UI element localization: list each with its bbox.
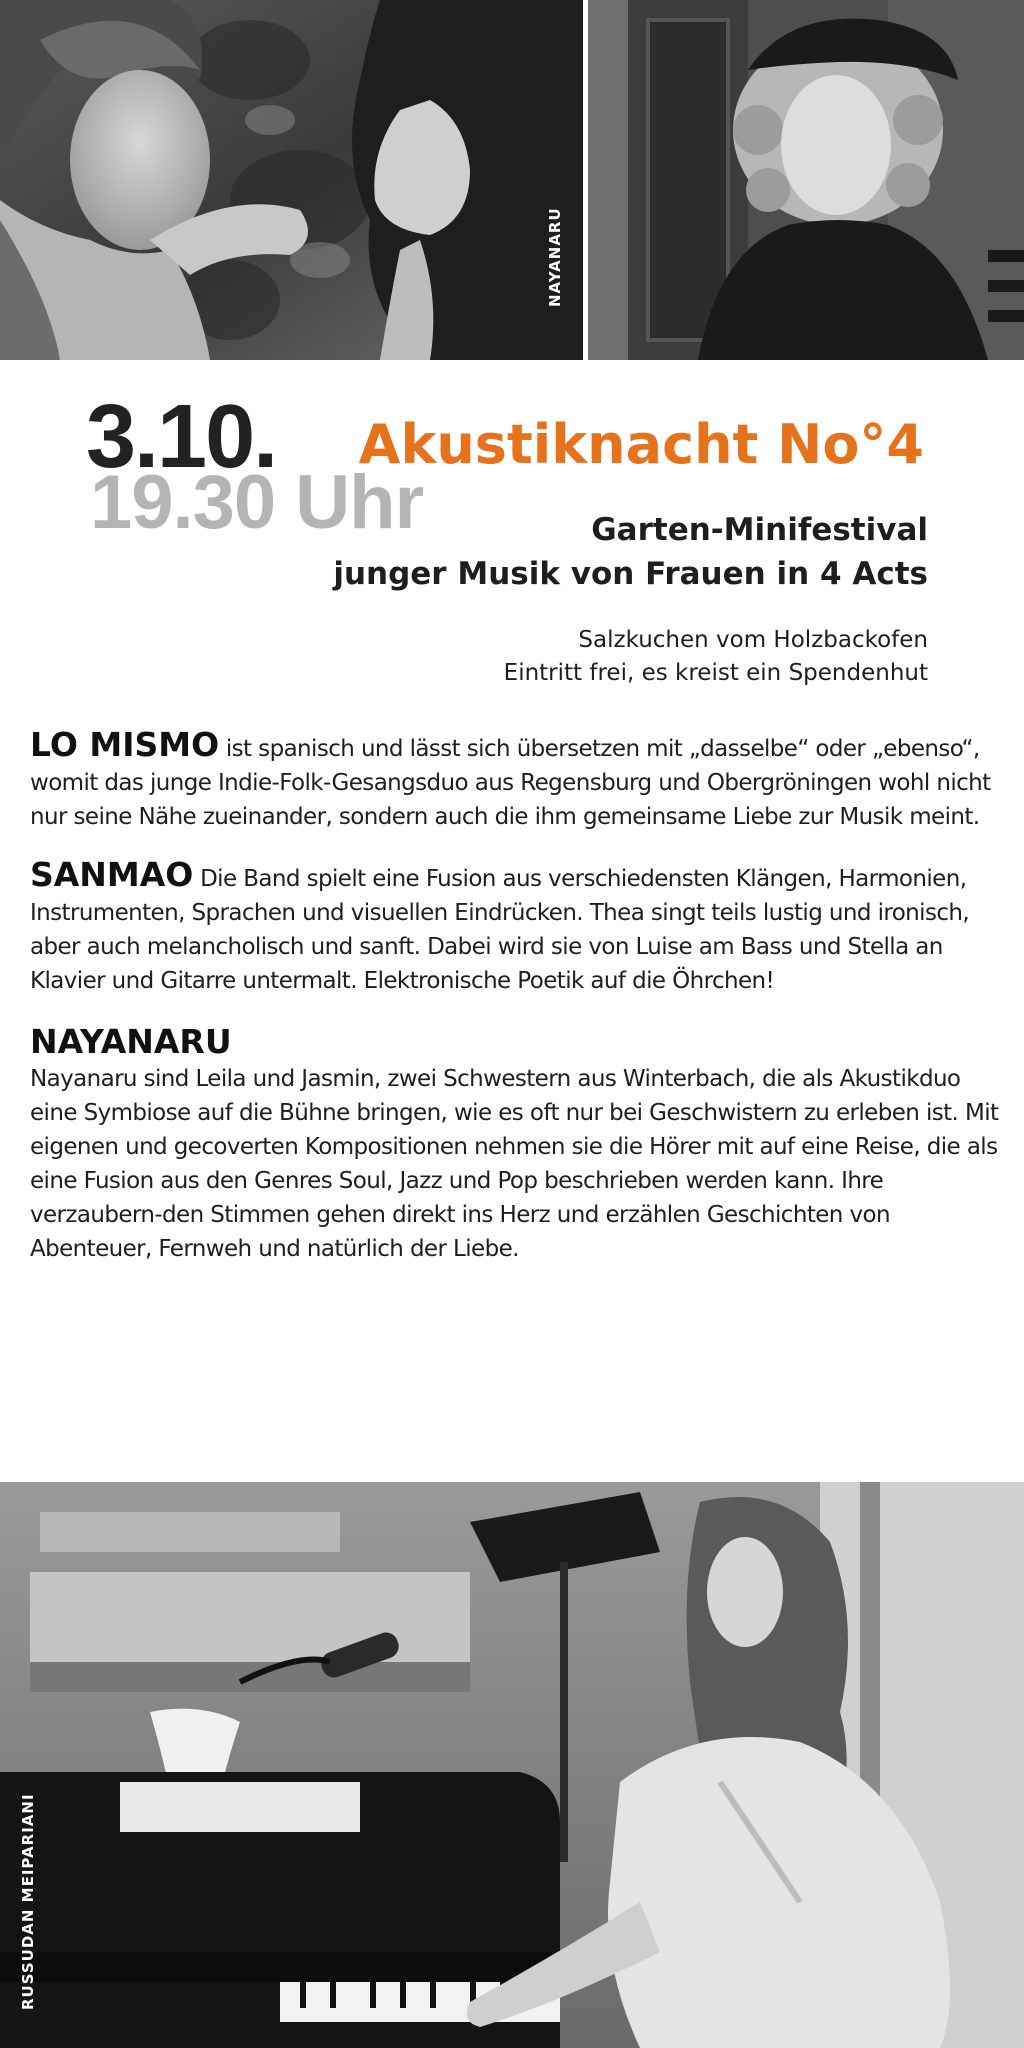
act-name: SANMAO bbox=[30, 855, 194, 894]
act-sanmao bbox=[30, 855, 1010, 998]
act-name: LO MISMO bbox=[30, 725, 220, 764]
act-lo-mismo bbox=[30, 725, 1010, 834]
event-subtitle bbox=[333, 508, 928, 596]
act-text: Die Band spielt eine Fusion aus verschiedensten Klängen, Harmonien, Instrumenten, Sprachen und visuellen Eindrücken. Thea singt teils lustig und ironisch, aber auch melancholisch und sanft. Dabei wird sie von Luise am Bass und Stella an Klavier und Gitarre untermalt. Elektronische Poetik auf die Öhrchen! bbox=[30, 866, 970, 994]
info-line-2: Eintritt frei, es kreist ein Spendenhut bbox=[503, 660, 928, 686]
photo-credit-bottom: RUSSUDAN MEIPARIANI bbox=[19, 1793, 37, 2010]
event-info bbox=[504, 624, 928, 690]
act-descriptions bbox=[30, 725, 1010, 1290]
event-title: Akustiknacht No°4 bbox=[358, 413, 924, 476]
event-time: 19.30 Uhr bbox=[90, 460, 424, 545]
photo-pianist bbox=[0, 1482, 1024, 2048]
subtitle-line-2: junger Musik von Frauen in 4 Acts bbox=[333, 556, 928, 592]
subtitle-line-1: Garten-Minifestival bbox=[591, 512, 928, 548]
act-nayanaru bbox=[30, 1022, 1010, 1266]
photo-woman-with-cap bbox=[588, 0, 1024, 360]
act-text: Nayanaru sind Leila und Jasmin, zwei Schwestern aus Winterbach, die als Akustikduo eine Symbiose auf die Bühne bringen, wie es oft nur bei Geschwistern zu erleben ist. Mit eigenen und gecoverten Kompositionen nehmen sie die Hörer mit auf eine Reise, die als eine Fusion aus den Genres Soul, Jazz und Pop beschrieben werden kann. Ihre verzaubern-den Stimmen gehen direkt ins Herz und erzählen Geschichten von Abenteuer, Fernweh und natürlich der Liebe. bbox=[30, 1066, 999, 1262]
event-date: 3.10. bbox=[86, 387, 277, 487]
act-name: NAYANARU bbox=[30, 1022, 232, 1061]
info-line-1: Salzkuchen vom Holzbackofen bbox=[578, 627, 928, 653]
photo-credit-top: NAYANARU bbox=[546, 207, 564, 307]
photo-two-women bbox=[0, 0, 583, 360]
act-text: ist spanisch und lässt sich übersetzen mit „dasselbe“ oder „ebenso“, womit das junge Indie-Folk-Gesangsduo aus Regensburg und Obergröningen wohl nicht nur seine Nähe zueinander, sondern auch die ihm gemeinsame Liebe zur Musik meint. bbox=[30, 736, 991, 830]
